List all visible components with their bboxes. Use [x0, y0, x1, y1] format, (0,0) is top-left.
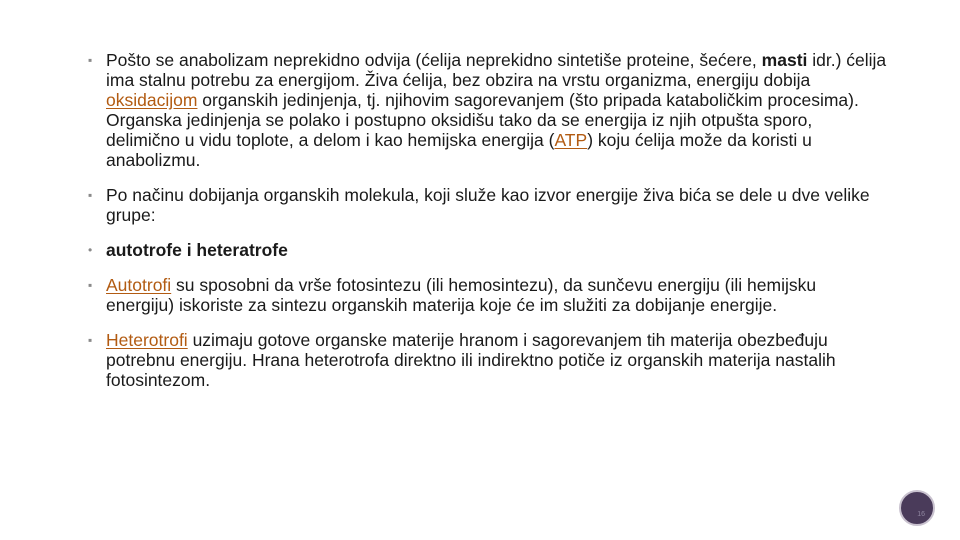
square-bullet-icon: ▪: [88, 53, 93, 67]
link-oksidacijom[interactable]: oksidacijom: [106, 90, 198, 110]
page-number: 16: [917, 511, 925, 518]
link-autotrofi[interactable]: Autotrofi: [106, 275, 172, 295]
round-bullet-icon: •: [88, 243, 93, 257]
paragraph-groups: [88, 240, 888, 260]
square-bullet-icon: ▪: [88, 188, 93, 202]
groups-heading: autotrofe i heteratrofe: [106, 240, 288, 260]
text-segment: ) koju ćelija može da koristi u anabolizmu.: [106, 130, 812, 170]
square-bullet-icon: ▪: [88, 278, 93, 292]
text-segment: Pošto se anabolizam neprekidno odvija (ćelija neprekidno sintetiše proteine, šećere,: [106, 50, 762, 70]
paragraph-text: su sposobni da vrše fotosintezu (ili hemosintezu), da sunčevu energiju (ili hemijsku energiju) iskoriste za sintezu organskih materija koje će im služiti za dobijanje energije.: [106, 275, 817, 315]
slide-content: [88, 50, 888, 405]
paragraph-anabolism: [88, 50, 888, 170]
square-bullet-icon: ▪: [88, 333, 93, 347]
paragraph-text: Po načinu dobijanja organskih molekula, koji služe kao izvor energije živa bića se dele u dve velike grupe:: [106, 185, 870, 225]
text-segment: idr.) ćelija ima stalnu potrebu za energijom. Živa ćelija, bez obzira na vrstu organizma, energiju dobija: [106, 50, 887, 90]
page-number-badge: [899, 490, 935, 526]
paragraph-organisms-division: [88, 185, 888, 225]
paragraph-autotrophs: [88, 275, 888, 315]
text-segment: organskih jedinjenja, tj. njihovim sagorevanjem (što pripada kataboličkim procesima). Organska jedinjenja se polako i postupno oksidišu tako da se energija iz njih otpušta sporo, delimično u vidu toplote, a delom i kao hemijska energija (: [106, 90, 859, 150]
bold-term-masti: masti: [761, 50, 808, 70]
paragraph-heterotrophs: [88, 330, 888, 390]
paragraph-text: uzimaju gotove organske materije hranom i sagorevanjem tih materija obezbeđuju potrebnu energiju. Hrana heterotrofa direktno ili indirektno potiče iz organskih materija nastalih fotosintezom.: [106, 330, 836, 390]
link-atp[interactable]: ATP: [554, 130, 588, 150]
link-heterotrofi[interactable]: Heterotrofi: [106, 330, 188, 350]
